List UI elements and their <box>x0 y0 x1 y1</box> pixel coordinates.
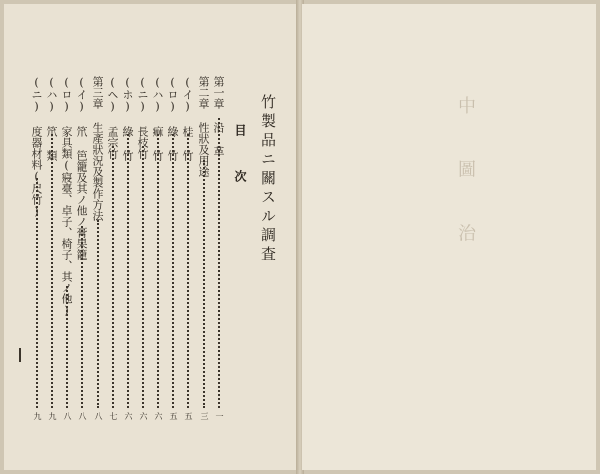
toc-entry-chapter-1: 第一章 沿 革 <box>212 76 225 157</box>
toc-entry: (ホ) 綠 竹 <box>121 76 134 161</box>
toc-entry: (ハ) 笊 類 <box>45 76 58 161</box>
contents-heading: 目 次 <box>233 124 247 192</box>
toc-page-number: 五 <box>184 412 193 420</box>
toc-entry: (ニ) 長枝竹 <box>136 76 149 159</box>
toc-leader <box>66 286 68 408</box>
toc-leader <box>157 134 159 408</box>
toc-page-number: 七 <box>109 412 118 420</box>
toc-entry: (ハ) 痲 竹 <box>151 76 164 161</box>
toc-leader <box>51 134 53 408</box>
toc-leader <box>81 226 83 408</box>
toc-page-number: 六 <box>154 412 163 420</box>
toc-entry-chapter-3: 第三章 生產狀況及製作方法 <box>91 76 104 221</box>
toc-page-number: 九 <box>33 412 42 420</box>
toc-leader <box>172 134 174 408</box>
left-page <box>4 4 298 470</box>
toc-leader <box>187 134 189 408</box>
toc-entry: (ロ) 綠 竹 <box>166 76 179 161</box>
document-title: 竹製品ニ關スル調査 <box>259 94 277 265</box>
toc-page-number: 九 <box>48 412 57 420</box>
toc-entry: (ヘ) 孟宗竹 <box>106 76 119 159</box>
toc-page-number: 三 <box>200 412 209 420</box>
toc-entry: (イ) 笊 笆籠及其ノ他ノ膏果籠 <box>75 76 88 260</box>
toc-leader <box>218 118 220 408</box>
toc-leader <box>127 134 129 408</box>
toc-page-number: 六 <box>124 412 133 420</box>
toc-leader <box>112 146 114 408</box>
toc-leader <box>97 220 99 408</box>
toc-page-number: 八 <box>94 412 103 420</box>
toc-leader <box>36 178 38 408</box>
toc-leader <box>203 160 205 408</box>
toc-page-number: 五 <box>169 412 178 420</box>
toc-page-number: 八 <box>63 412 72 420</box>
folio-mark <box>19 348 21 362</box>
toc-page-number: 一 <box>215 412 224 420</box>
toc-page-number: 八 <box>78 412 87 420</box>
toc-leader <box>142 146 144 408</box>
toc-page-number: 六 <box>139 412 148 420</box>
right-page <box>302 4 596 470</box>
toc-entry: (イ) 桂 竹 <box>181 76 194 161</box>
show-through-text: 中 圖 治 <box>455 96 476 262</box>
toc-entry: (ロ) 家具類(寢臺、卓子、椅子、其ノ他) <box>60 76 73 317</box>
toc-entry: (ニ) 度器材料(尺竹) <box>30 76 43 218</box>
toc-entry-chapter-2: 第二章 性狀及用途 <box>197 76 210 177</box>
